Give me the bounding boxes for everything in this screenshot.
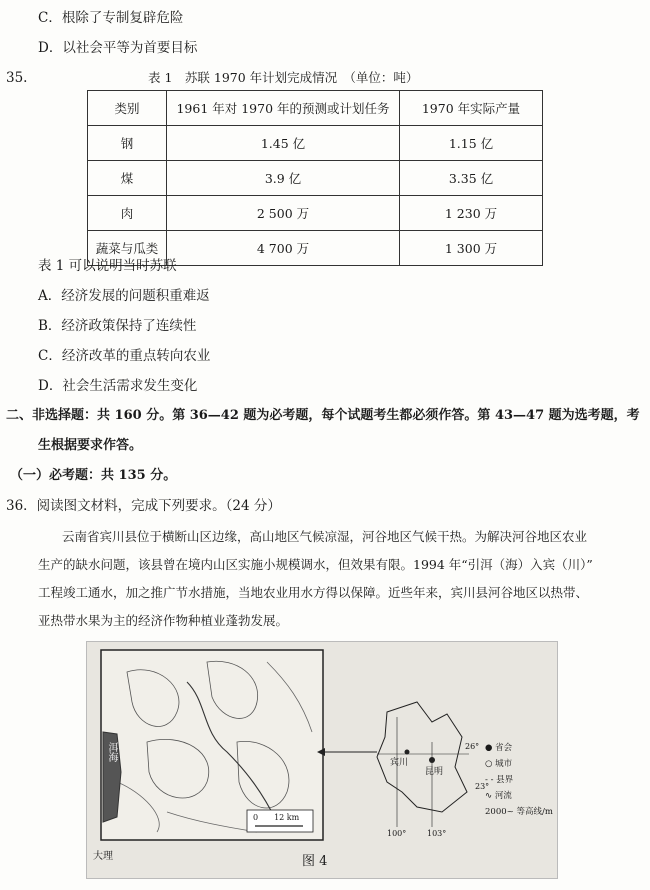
option-b: B．经济政策保持了连续性 (38, 318, 197, 334)
table-header-cell: 1961 年对 1970 年的预测或计划任务 (167, 91, 400, 126)
table-cell: 3.35 亿 (400, 161, 543, 196)
inset-lat-label: 26° (465, 742, 480, 751)
inset-lon-label: 100° (387, 829, 407, 838)
legend-item: ○ 城市 (485, 759, 513, 769)
table-row (88, 126, 543, 161)
figure-4-map (86, 641, 558, 879)
table-header-cell: 类别 (88, 91, 167, 126)
inset-label-kunming: 昆明 (425, 767, 444, 777)
table-cell: 2 500 万 (167, 196, 400, 231)
table-cell: 1 300 万 (400, 231, 543, 266)
legend-item: ∿ 河流 (485, 791, 512, 801)
legend-item: ● 省会 (485, 743, 513, 753)
map-label-lake: 洱海 (106, 742, 117, 762)
material-paragraph: 生产的缺水问题，该县曾在境内山区实施小规模调水，但效果有限。1994 年“引洱（海）入宾（川）” (38, 557, 593, 572)
section-2-sub-heading: （一）必考题：共 135 分。 (10, 468, 177, 483)
table-cell: 钢 (88, 126, 167, 161)
section-2-heading: 二、非选择题：共 160 分。第 36—42 题为必考题，每个试题考生都必须作答。第 43—47 题为选考题，考 (6, 408, 640, 423)
option-a: A．经济发展的问题积重难返 (38, 288, 210, 304)
table-row (88, 161, 543, 196)
table-cell: 4 700 万 (167, 231, 400, 266)
option-c: C．经济改革的重点转向农业 (38, 348, 211, 364)
option-d: D．社会生活需求发生变化 (38, 378, 198, 394)
table-cell: 1.15 亿 (400, 126, 543, 161)
section-2-heading-cont: 生根据要求作答。 (38, 438, 143, 453)
table-cell: 3.9 亿 (167, 161, 400, 196)
question-35-stem: 表 1 可以说明当时苏联 (38, 258, 177, 274)
table-cell: 1 230 万 (400, 196, 543, 231)
inset-lat-label: 23° (475, 782, 490, 791)
option-c-prev: C．根除了专制复辟危险 (38, 10, 184, 26)
table-row (88, 196, 543, 231)
table-1-title: 表 1 苏联 1970 年计划完成情况 （单位：吨） (148, 70, 419, 85)
table-1 (87, 90, 543, 266)
figure-caption: 图 4 (302, 854, 328, 869)
map-label-dali: 大理 (93, 851, 113, 862)
option-d-prev: D．以社会平等为首要目标 (38, 40, 198, 56)
question-35-number: 35. (6, 70, 28, 86)
table-cell: 蔬菜与瓜类 (88, 231, 167, 266)
table-header-cell: 1970 年实际产量 (400, 91, 543, 126)
map-scale: 0 12 km (253, 813, 300, 822)
table-cell: 肉 (88, 196, 167, 231)
material-paragraph: 工程竣工通水，加之推广节水措施，当地农业用水方得以保障。近些年来，宾川县河谷地区以热带、 (38, 585, 589, 600)
material-paragraph: 云南省宾川县位于横断山区边缘，高山地区气候凉湿，河谷地区气候干热。为解决河谷地区农业 (62, 529, 588, 544)
material-paragraph: 亚热带水果为主的经济作物种植业蓬勃发展。 (38, 613, 289, 628)
inset-label-binchuan: 宾川 (390, 758, 409, 768)
legend-item: 2000~ 等高线/m (485, 807, 553, 817)
table-header-row (88, 91, 543, 126)
table-cell: 煤 (88, 161, 167, 196)
legend-item: - - 县界 (485, 775, 514, 785)
question-36-intro: 36．阅读图文材料，完成下列要求。（24 分） (6, 498, 281, 514)
map-legend (485, 740, 553, 820)
inset-lon-label: 103° (427, 829, 447, 838)
table-cell: 1.45 亿 (167, 126, 400, 161)
